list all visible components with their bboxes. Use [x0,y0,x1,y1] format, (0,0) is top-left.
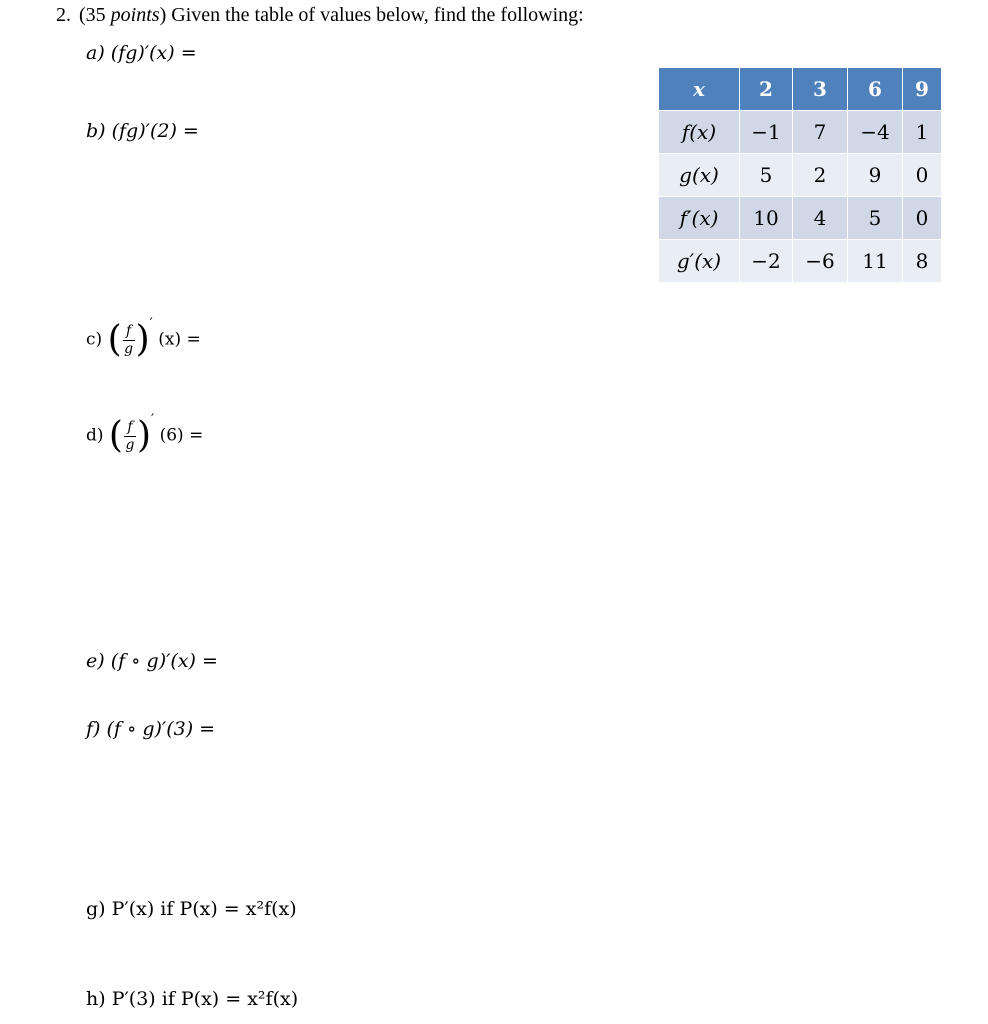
points-open: (35 [79,4,111,26]
question-d-argument: (6) = [159,425,204,446]
table-row [659,154,942,197]
table-cell: 8 [903,240,942,283]
table-row [659,111,942,154]
table-cell: 1 [903,111,942,154]
table-cell: −2 [740,240,793,283]
table-cell: 10 [740,197,793,240]
row-label: f′(x) [659,197,740,240]
question-c-prime: ′ [149,316,153,332]
table-cell: 5 [740,154,793,197]
question-b-text: b) (fg)′(2) = [86,120,199,142]
question-g-text: g) P′(x) if P(x) = x²f(x) [86,898,297,920]
question-a-text: a) (fg)′(x) = [86,42,197,64]
question-c-open-paren: ( [107,319,122,360]
question-d-prime: ′ [151,412,155,428]
table-row [659,197,942,240]
question-d-open-paren: ( [108,415,123,456]
header-cell: 2 [740,68,793,111]
question-c [86,316,201,360]
question-f [86,718,215,740]
table-cell: 2 [793,154,848,197]
table-cell: 5 [848,197,903,240]
points-label [79,4,166,26]
table-cell: 9 [848,154,903,197]
question-h [86,988,298,1010]
table-cell: 4 [793,197,848,240]
row-label: f(x) [659,111,740,154]
question-d-close-paren: ) [136,415,152,456]
header-cell: 3 [793,68,848,111]
table-row [659,240,942,283]
points-word: points [110,4,160,26]
question-d [86,412,204,456]
question-c-close-paren: ) [135,319,150,360]
question-c-fraction [123,324,135,357]
question-c-label: c) [86,329,103,350]
table-cell: −4 [848,111,903,154]
row-label: g′(x) [659,240,740,283]
question-c-denominator: g [124,340,134,357]
question-g [86,898,297,920]
table-cell: 0 [903,154,942,197]
problem-instruction: Given the table of values below, find the following: [166,4,584,26]
values-table [658,67,942,283]
question-d-numerator: f [127,418,133,435]
question-d-fraction [124,420,136,453]
question-c-numerator: f [126,322,132,339]
header-cell: 6 [848,68,903,111]
header-cell: x [659,68,740,111]
question-e [86,650,218,672]
table-header-row [659,68,942,111]
question-e-text: e) (f ∘ g)′(x) = [86,650,218,672]
table-cell: 7 [793,111,848,154]
table-cell: −1 [740,111,793,154]
question-d-label: d) [86,425,104,446]
table-cell: −6 [793,240,848,283]
question-a [86,42,197,64]
question-d-denominator: g [125,436,135,453]
table-cell: 11 [848,240,903,283]
question-c-argument: (x) = [158,329,201,350]
row-label: g(x) [659,154,740,197]
problem-heading [56,4,584,27]
question-h-text: h) P′(3) if P(x) = x²f(x) [86,988,299,1010]
points-close: ) [159,4,167,26]
header-cell: 9 [903,68,942,111]
table-cell: 0 [903,197,942,240]
question-f-text: f) (f ∘ g)′(3) = [86,718,216,740]
question-b [86,120,199,142]
problem-number: 2. [56,4,71,26]
